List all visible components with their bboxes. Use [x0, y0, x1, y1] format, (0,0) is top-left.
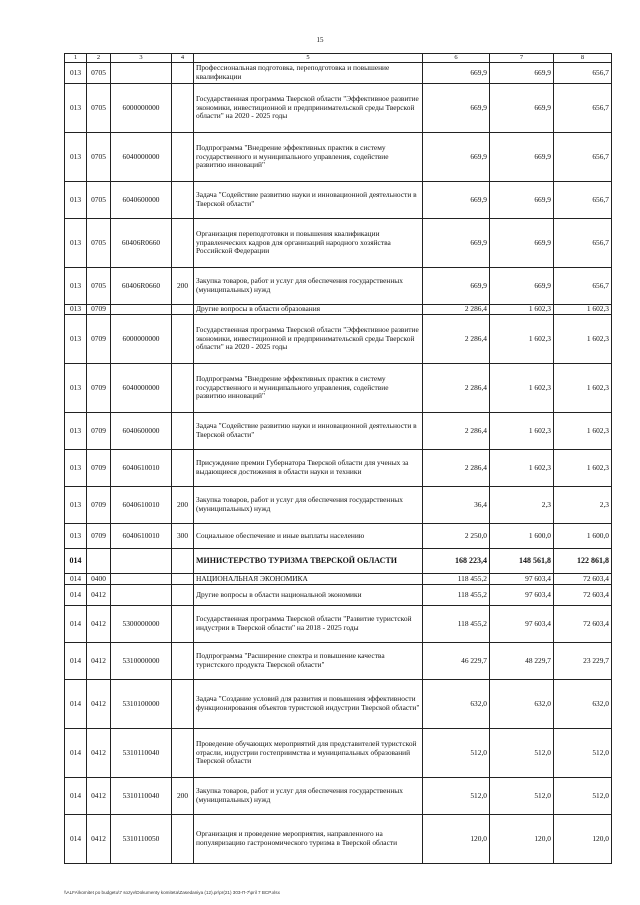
admin-code-cell: 013	[65, 524, 87, 549]
file-path-footer: \\ALFA\komitet po budgetu\7 sozyv\Dokumenty komiteta\Zasedaniya (12).pr\pr(21) 303-П-7\pril 7 BCP.xlsx	[64, 890, 280, 895]
table-row	[65, 364, 612, 413]
amount-col8-cell: 1 602,3	[554, 315, 612, 364]
amount-col7-cell: 1 602,3	[490, 413, 554, 450]
item-name-cell: Другие вопросы в области национальной экономики	[194, 585, 423, 606]
column-header: 2	[87, 54, 111, 63]
expense-type-cell	[172, 585, 194, 606]
section-code-cell: 0709	[87, 487, 111, 524]
amount-col6-cell: 2 286,4	[423, 315, 490, 364]
item-name-cell: Другие вопросы в области образования	[194, 305, 423, 315]
amount-col7-cell: 669,9	[490, 219, 554, 268]
target-article-cell: 5310100000	[111, 680, 172, 729]
amount-col6-cell: 512,0	[423, 778, 490, 815]
item-name-cell: Организация переподготовки и повышения квалификации управленческих кадров для организаций народного хозяйства Российской Федерации	[194, 219, 423, 268]
section-code-cell: 0709	[87, 364, 111, 413]
section-code-cell: 0709	[87, 413, 111, 450]
target-article-cell	[111, 574, 172, 585]
amount-col6-cell: 2 286,4	[423, 364, 490, 413]
table-row	[65, 63, 612, 84]
amount-col7-cell: 1 602,3	[490, 364, 554, 413]
admin-code-cell: 014	[65, 549, 87, 574]
section-code-cell: 0709	[87, 450, 111, 487]
section-code-cell: 0412	[87, 815, 111, 864]
target-article-cell: 6000000000	[111, 315, 172, 364]
amount-col7-cell: 632,0	[490, 680, 554, 729]
amount-col7-cell: 2,3	[490, 487, 554, 524]
section-code-cell: 0705	[87, 182, 111, 219]
expense-type-cell	[172, 680, 194, 729]
item-name-cell: Закупка товаров, работ и услуг для обеспечения государственных (муниципальных) нужд	[194, 487, 423, 524]
expense-type-cell	[172, 84, 194, 133]
target-article-cell: 6040610010	[111, 487, 172, 524]
amount-col8-cell: 656,7	[554, 182, 612, 219]
target-article-cell: 6040610010	[111, 450, 172, 487]
item-name-cell: Государственная программа Тверской области "Эффективное развитие экономики, инвестиционной и предпринимательской среды Тверской области" на 2020 - 2025 годы	[194, 315, 423, 364]
admin-code-cell: 013	[65, 450, 87, 487]
item-name-cell: Профессиональная подготовка, переподготовка и повышение квалификации	[194, 63, 423, 84]
target-article-cell: 5310110050	[111, 815, 172, 864]
section-code-cell: 0709	[87, 315, 111, 364]
amount-col7-cell: 1 602,3	[490, 305, 554, 315]
target-article-cell: 6040610010	[111, 524, 172, 549]
amount-col7-cell: 97 603,4	[490, 585, 554, 606]
amount-col6-cell: 120,0	[423, 815, 490, 864]
target-article-cell: 60406R0660	[111, 219, 172, 268]
amount-col8-cell: 120,0	[554, 815, 612, 864]
admin-code-cell: 013	[65, 364, 87, 413]
amount-col8-cell: 2,3	[554, 487, 612, 524]
expense-type-cell	[172, 450, 194, 487]
item-name-cell: Социальное обеспечение и иные выплаты населению	[194, 524, 423, 549]
expense-type-cell: 300	[172, 524, 194, 549]
item-name-cell: Присуждение премии Губернатора Тверской области для ученых за выдающиеся достижения в области науки и техники	[194, 450, 423, 487]
item-name-cell: Закупка товаров, работ и услуг для обеспечения государственных (муниципальных) нужд	[194, 268, 423, 305]
amount-col7-cell: 669,9	[490, 63, 554, 84]
item-name-cell: Задача "Создание условий для развития и повышения эффективности функционирования объектов туристской индустрии Тверской области"	[194, 680, 423, 729]
table-row	[65, 413, 612, 450]
amount-col8-cell: 656,7	[554, 84, 612, 133]
amount-col8-cell: 656,7	[554, 268, 612, 305]
target-article-cell: 6040000000	[111, 133, 172, 182]
amount-col6-cell: 118 455,2	[423, 585, 490, 606]
target-article-cell: 60406R0660	[111, 268, 172, 305]
amount-col8-cell: 72 603,4	[554, 585, 612, 606]
column-header: 6	[423, 54, 490, 63]
admin-code-cell: 014	[65, 815, 87, 864]
section-code-cell: 0705	[87, 133, 111, 182]
admin-code-cell: 013	[65, 413, 87, 450]
table-row	[65, 182, 612, 219]
target-article-cell: 5310110040	[111, 778, 172, 815]
column-header: 5	[194, 54, 423, 63]
amount-col7-cell: 669,9	[490, 182, 554, 219]
table-row	[65, 487, 612, 524]
amount-col7-cell: 148 561,8	[490, 549, 554, 574]
amount-col6-cell: 118 455,2	[423, 606, 490, 643]
target-article-cell: 6040600000	[111, 413, 172, 450]
table-row	[65, 549, 612, 574]
item-name-cell: Организация и проведение мероприятия, направленного на популяризацию гастрономического туризма в Тверской области	[194, 815, 423, 864]
expense-type-cell	[172, 549, 194, 574]
admin-code-cell: 013	[65, 84, 87, 133]
expense-type-cell: 200	[172, 487, 194, 524]
section-code-cell: 0709	[87, 305, 111, 315]
expense-type-cell	[172, 305, 194, 315]
amount-col7-cell: 97 603,4	[490, 606, 554, 643]
amount-col8-cell: 512,0	[554, 778, 612, 815]
table-row	[65, 606, 612, 643]
amount-col6-cell: 669,9	[423, 133, 490, 182]
amount-col7-cell: 669,9	[490, 133, 554, 182]
amount-col8-cell: 1 602,3	[554, 450, 612, 487]
admin-code-cell: 014	[65, 643, 87, 680]
item-name-cell: Задача "Содействие развитию науки и инновационной деятельности в Тверской области"	[194, 182, 423, 219]
amount-col8-cell: 122 861,8	[554, 549, 612, 574]
expense-type-cell: 200	[172, 778, 194, 815]
amount-col8-cell: 1 602,3	[554, 413, 612, 450]
admin-code-cell: 013	[65, 305, 87, 315]
amount-col6-cell: 669,9	[423, 182, 490, 219]
section-code-cell: 0705	[87, 84, 111, 133]
amount-col6-cell: 46 229,7	[423, 643, 490, 680]
table-row	[65, 84, 612, 133]
amount-col6-cell: 669,9	[423, 63, 490, 84]
table-row	[65, 268, 612, 305]
amount-col6-cell: 669,9	[423, 268, 490, 305]
section-code-cell: 0412	[87, 585, 111, 606]
section-code-cell: 0412	[87, 778, 111, 815]
amount-col6-cell: 168 223,4	[423, 549, 490, 574]
amount-col6-cell: 36,4	[423, 487, 490, 524]
expense-type-cell	[172, 574, 194, 585]
expense-type-cell	[172, 364, 194, 413]
amount-col7-cell: 97 603,4	[490, 574, 554, 585]
table-header-row	[65, 54, 612, 63]
amount-col7-cell: 512,0	[490, 778, 554, 815]
admin-code-cell: 013	[65, 268, 87, 305]
amount-col6-cell: 2 250,0	[423, 524, 490, 549]
admin-code-cell: 014	[65, 729, 87, 778]
item-name-cell: Государственная программа Тверской области "Эффективное развитие экономики, инвестиционной и предпринимательской среды Тверской области" на 2020 - 2025 годы	[194, 84, 423, 133]
column-header: 1	[65, 54, 87, 63]
target-article-cell	[111, 585, 172, 606]
target-article-cell	[111, 63, 172, 84]
expense-type-cell	[172, 815, 194, 864]
expense-type-cell	[172, 643, 194, 680]
admin-code-cell: 013	[65, 133, 87, 182]
amount-col7-cell: 1 602,3	[490, 315, 554, 364]
section-code-cell: 0412	[87, 606, 111, 643]
target-article-cell: 5300000000	[111, 606, 172, 643]
column-header: 8	[554, 54, 612, 63]
admin-code-cell: 014	[65, 574, 87, 585]
amount-col6-cell: 512,0	[423, 729, 490, 778]
section-code-cell: 0412	[87, 680, 111, 729]
expense-type-cell	[172, 133, 194, 182]
expense-type-cell	[172, 606, 194, 643]
table-row	[65, 778, 612, 815]
amount-col8-cell: 512,0	[554, 729, 612, 778]
item-name-cell: НАЦИОНАЛЬНАЯ ЭКОНОМИКА	[194, 574, 423, 585]
amount-col7-cell: 48 229,7	[490, 643, 554, 680]
amount-col6-cell: 669,9	[423, 219, 490, 268]
item-name-cell: Подпрограмма "Внедрение эффективных практик в систему государственного и муниципального управления, содействие развитию инноваций"	[194, 364, 423, 413]
target-article-cell	[111, 305, 172, 315]
section-code-cell: 0705	[87, 219, 111, 268]
admin-code-cell: 013	[65, 182, 87, 219]
amount-col8-cell: 1 600,0	[554, 524, 612, 549]
amount-col8-cell: 23 229,7	[554, 643, 612, 680]
amount-col6-cell: 2 286,4	[423, 305, 490, 315]
amount-col7-cell: 120,0	[490, 815, 554, 864]
table-row	[65, 815, 612, 864]
admin-code-cell: 013	[65, 315, 87, 364]
target-article-cell: 5310000000	[111, 643, 172, 680]
table-row	[65, 643, 612, 680]
item-name-cell: МИНИСТЕРСТВО ТУРИЗМА ТВЕРСКОЙ ОБЛАСТИ	[194, 549, 423, 574]
expense-type-cell	[172, 413, 194, 450]
admin-code-cell: 014	[65, 778, 87, 815]
item-name-cell: Задача "Содействие развитию науки и инновационной деятельности в Тверской области"	[194, 413, 423, 450]
amount-col8-cell: 1 602,3	[554, 364, 612, 413]
target-article-cell: 6000000000	[111, 84, 172, 133]
item-name-cell: Закупка товаров, работ и услуг для обеспечения государственных (муниципальных) нужд	[194, 778, 423, 815]
section-code-cell: 0705	[87, 63, 111, 84]
table-row	[65, 305, 612, 315]
amount-col8-cell: 656,7	[554, 219, 612, 268]
item-name-cell: Государственная программа Тверской области "Развитие туристской индустрии в Тверской области" на 2018 - 2025 годы	[194, 606, 423, 643]
section-code-cell	[87, 549, 111, 574]
target-article-cell: 6040000000	[111, 364, 172, 413]
column-header: 7	[490, 54, 554, 63]
expense-type-cell	[172, 219, 194, 268]
admin-code-cell: 013	[65, 63, 87, 84]
section-code-cell: 0412	[87, 643, 111, 680]
amount-col8-cell: 632,0	[554, 680, 612, 729]
item-name-cell: Проведение обучающих мероприятий для представителей туристской отрасли, индустрии гостеприимства и муниципальных образований Тверской области	[194, 729, 423, 778]
amount-col6-cell: 669,9	[423, 84, 490, 133]
amount-col7-cell: 512,0	[490, 729, 554, 778]
admin-code-cell: 014	[65, 585, 87, 606]
admin-code-cell: 014	[65, 606, 87, 643]
amount-col7-cell: 1 602,3	[490, 450, 554, 487]
budget-table	[64, 53, 612, 864]
table-row	[65, 450, 612, 487]
amount-col6-cell: 2 286,4	[423, 413, 490, 450]
page-number: 15	[316, 36, 324, 44]
amount-col6-cell: 2 286,4	[423, 450, 490, 487]
amount-col8-cell: 656,7	[554, 63, 612, 84]
expense-type-cell	[172, 63, 194, 84]
amount-col8-cell: 1 602,3	[554, 305, 612, 315]
table-row	[65, 133, 612, 182]
expense-type-cell	[172, 729, 194, 778]
column-header: 4	[172, 54, 194, 63]
expense-type-cell	[172, 315, 194, 364]
target-article-cell: 5310110040	[111, 729, 172, 778]
expense-type-cell	[172, 182, 194, 219]
amount-col7-cell: 669,9	[490, 268, 554, 305]
amount-col6-cell: 118 455,2	[423, 574, 490, 585]
table-row	[65, 524, 612, 549]
amount-col8-cell: 72 603,4	[554, 574, 612, 585]
amount-col6-cell: 632,0	[423, 680, 490, 729]
table-row	[65, 585, 612, 606]
column-header: 3	[111, 54, 172, 63]
section-code-cell: 0705	[87, 268, 111, 305]
target-article-cell: 6040600000	[111, 182, 172, 219]
section-code-cell: 0412	[87, 729, 111, 778]
table-row	[65, 729, 612, 778]
amount-col8-cell: 656,7	[554, 133, 612, 182]
table-row	[65, 315, 612, 364]
amount-col7-cell: 1 600,0	[490, 524, 554, 549]
admin-code-cell: 014	[65, 680, 87, 729]
admin-code-cell: 013	[65, 487, 87, 524]
target-article-cell	[111, 549, 172, 574]
table-row	[65, 219, 612, 268]
amount-col8-cell: 72 603,4	[554, 606, 612, 643]
amount-col7-cell: 669,9	[490, 84, 554, 133]
table-row	[65, 680, 612, 729]
admin-code-cell: 013	[65, 219, 87, 268]
table-row	[65, 574, 612, 585]
section-code-cell: 0400	[87, 574, 111, 585]
expense-type-cell: 200	[172, 268, 194, 305]
item-name-cell: Подпрограмма "Внедрение эффективных практик в систему государственного и муниципального управления, содействие развитию инноваций"	[194, 133, 423, 182]
section-code-cell: 0709	[87, 524, 111, 549]
item-name-cell: Подпрограмма "Расширение спектра и повышение качества туристского продукта Тверской области"	[194, 643, 423, 680]
